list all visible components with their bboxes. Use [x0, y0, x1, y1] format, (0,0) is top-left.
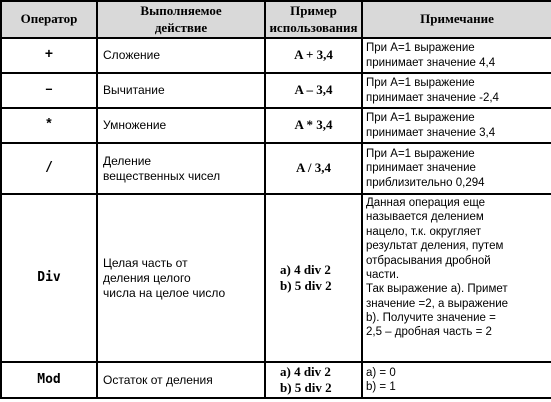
- example-cell: A + 3,4: [265, 38, 362, 73]
- action-line: Деление: [103, 153, 152, 168]
- action-line: числа на целое число: [103, 285, 226, 300]
- note-cell: [362, 38, 551, 73]
- action-line: вещественных чисел: [103, 168, 221, 183]
- example-line: b) 5 div 2: [280, 380, 332, 395]
- note-line: При A=1 выражение: [366, 147, 475, 160]
- action-cell: Вычитание: [97, 73, 265, 108]
- note-cell: [362, 108, 551, 143]
- example-line: b) 5 div 2: [280, 278, 332, 293]
- action-cell: [97, 194, 265, 362]
- note-line: результат деления, путем: [366, 240, 504, 253]
- example-cell: [265, 194, 362, 362]
- note-line: принимает значение -2,4: [366, 91, 499, 104]
- example-cell: A / 3,4: [265, 143, 362, 194]
- example-line: a) 4 div 2: [280, 261, 331, 277]
- table-row: [1, 108, 551, 143]
- header-example: [265, 1, 362, 38]
- operator-cell: Mod: [1, 362, 97, 398]
- example-cell: A * 3,4: [265, 108, 362, 143]
- header-action: [97, 1, 265, 38]
- operator-cell: *: [1, 108, 97, 143]
- note-line: значение =2, а выражение: [366, 297, 509, 310]
- table-row: [1, 194, 551, 362]
- note-line: приблизительно 0,294: [366, 176, 485, 189]
- action-cell: Остаток от деления: [97, 362, 265, 398]
- note-cell: [362, 194, 551, 362]
- operator-cell: +: [1, 38, 97, 73]
- note-cell: [362, 73, 551, 108]
- table-row: [1, 362, 551, 398]
- operator-cell: /: [1, 143, 97, 194]
- note-line: отбрасывания дробной: [366, 254, 491, 267]
- example-line: a) 4 div 2: [280, 363, 331, 379]
- note-line: При A=1 выражение: [366, 42, 475, 55]
- header-example-line1: Пример: [290, 3, 337, 19]
- operator-cell: –: [1, 73, 97, 108]
- action-cell: [97, 143, 265, 194]
- note-line: нацело, т.к. округляет: [366, 225, 482, 238]
- header-action-line2: действие: [154, 19, 208, 35]
- note-line: называется делением: [366, 211, 484, 224]
- action-line: Целая часть от: [103, 255, 188, 270]
- note-cell: [362, 362, 551, 398]
- note-line: принимает значение: [366, 162, 476, 175]
- header-note: Примечание: [362, 1, 551, 38]
- note-line: b) = 1: [366, 381, 396, 393]
- header-operator: Оператор: [1, 1, 97, 38]
- example-cell: [265, 362, 362, 398]
- header-example-line2: использования: [269, 19, 358, 35]
- note-line: Так выражение а). Примет: [366, 283, 508, 296]
- example-cell: A – 3,4: [265, 73, 362, 108]
- note-line: При A=1 выражение: [366, 77, 475, 90]
- note-line: При A=1 выражение: [366, 112, 475, 125]
- operator-cell: Div: [1, 194, 97, 362]
- table-row: [1, 73, 551, 108]
- note-line: принимает значение 4,4: [366, 56, 496, 69]
- note-line: b). Получите значение =: [366, 312, 496, 324]
- note-line: принимает значение 3,4: [366, 126, 496, 139]
- table-row: [1, 38, 551, 73]
- note-line: Данная операция еще: [366, 197, 486, 209]
- note-line: 2,5 – дробная часть = 2: [366, 326, 492, 339]
- header-action-line1: Выполняемое: [140, 3, 222, 19]
- table-row: [1, 143, 551, 194]
- note-line: a) = 0: [366, 366, 396, 379]
- action-line: деления целого: [103, 270, 191, 285]
- action-cell: Сложение: [97, 38, 265, 73]
- note-cell: [362, 143, 551, 194]
- action-cell: Умножение: [97, 108, 265, 143]
- header-row: [1, 1, 551, 38]
- note-line: части.: [366, 268, 400, 281]
